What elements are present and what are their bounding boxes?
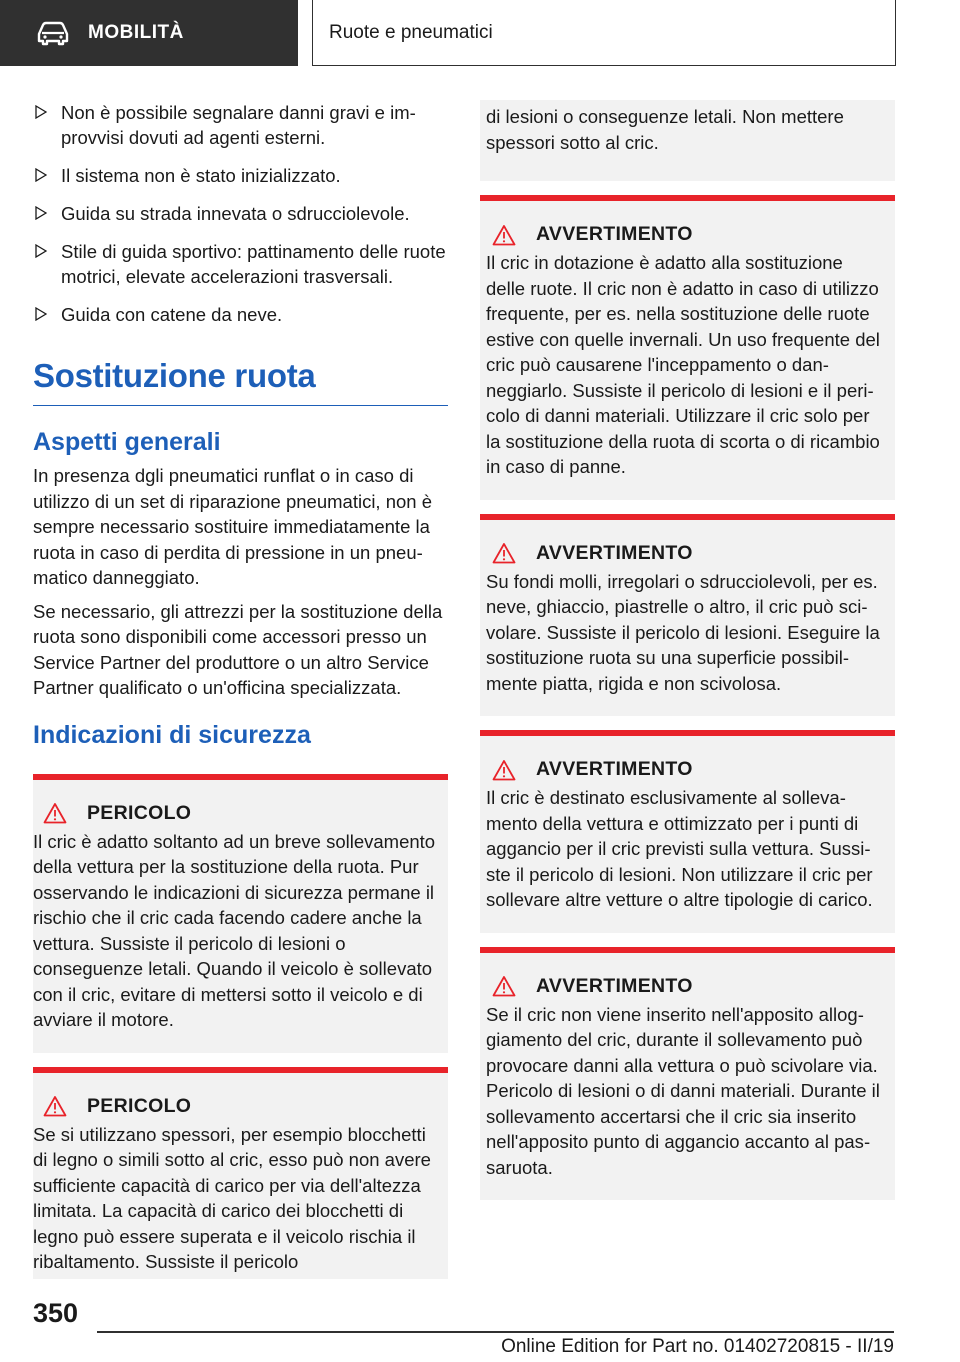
danger-title: PERICOLO: [87, 1094, 192, 1117]
triangle-bullet-icon: [35, 105, 47, 119]
triangle-bullet-icon: [35, 206, 47, 220]
condition-list: [33, 100, 448, 327]
warning-text: Se il cric non viene inserito nell'apposito alloggiamento del cric, durante il sollevamento può provocare danni alla vettura o può scivolare via. Pericolo di lesioni o di danni materiali. Durante il sollevamento accertarsi che il cric sia inserito nell'apposito punto di aggancio accanto al passaruota.: [486, 1003, 880, 1178]
danger-title: PERICOLO: [87, 801, 192, 824]
car-icon: [36, 20, 70, 46]
header-chapter-tab: [312, 0, 896, 66]
warning-title: AVVERTIMENTO: [536, 541, 693, 564]
warning-title: AVVERTIMENTO: [536, 223, 693, 245]
warning-box: [480, 730, 895, 933]
danger-box: [33, 1067, 448, 1279]
danger-text-continued: di lesioni o conseguenze letali. Non mettere spessori sotto al cric.: [480, 100, 895, 181]
warning-title: AVVERTIMENTO: [536, 758, 693, 780]
warning-triangle-icon: [492, 542, 516, 564]
warning-triangle-icon: [43, 802, 67, 824]
warning-box: [480, 514, 895, 717]
warning-triangle-icon: [492, 224, 516, 246]
warning-triangle-icon: [492, 975, 516, 997]
paragraph: In presenza dgli pneumatici runflat o in caso di utilizzo di un set di riparazione pneumatici, non è sempre necessario sostituire immediatamente la ruota in caso di perdita di pressione in un pneumatico danneggiato.: [33, 465, 433, 588]
header-section-label: MOBILITÀ: [88, 22, 184, 43]
left-column: [33, 100, 448, 1293]
header-chapter-label: Ruote e pneumatici: [329, 21, 493, 43]
header-section-tab: [0, 0, 298, 66]
danger-box: [33, 774, 448, 1053]
triangle-bullet-icon: [35, 168, 47, 182]
footer-edition: Online Edition for Part no. 01402720815 - II/19: [501, 1336, 894, 1357]
warning-triangle-icon: [492, 759, 516, 781]
triangle-bullet-icon: [35, 307, 47, 321]
list-item: Non è possibile segnalare danni gravi e improvvisi dovuti ad agenti esterni.: [33, 100, 448, 150]
list-item: Il sistema non è stato inizializzato.: [33, 163, 448, 188]
warning-text: Il cric in dotazione è adatto alla sostituzione delle ruote. Il cric non è adatto in caso di utilizzo frequente, per es. nella sostituzione delle ruote estive con quelle invernali. Un uso frequente del cric può causarene l'inceppamento o danneggiarlo. Sussiste il pericolo di lesioni e il pericolo di danni materiali. Utilizzare il cric solo per la sostituzione della ruota di scorta o di ricambio in caso di panne.: [486, 252, 880, 477]
list-item: Guida su strada innevata o sdrucciolevole.: [33, 201, 448, 226]
danger-text: Se si utilizzano spessori, per esempio blocchetti di legno o simili sotto al cric, esso può non avere sufficiente capacità di carico per via dell'altezza limitata. La capacità di carico dei blocchetti di legno può essere superata e il veicolo rischia il ribaltamento. Sussiste il pericolo: [33, 1123, 431, 1272]
warning-title: AVVERTIMENTO: [536, 974, 693, 997]
warning-box: [480, 947, 895, 1201]
warning-text: Il cric è destinato esclusivamente al sollevamento della vettura e ottimizzato per i punti di aggancio per il cric previsti sulla vettura. Sussiste il pericolo di lesioni. Non utilizzare il cric per sollevare altre vetture o altre tipologie di carico.: [486, 787, 873, 910]
list-item: Guida con catene da neve.: [33, 302, 448, 327]
subsection-title-general: Aspetti generali: [33, 428, 221, 456]
warning-triangle-icon: [43, 1095, 67, 1117]
triangle-bullet-icon: [35, 244, 47, 258]
warning-text: Su fondi molli, irregolari o sdrucciolevoli, per es. neve, ghiaccio, piastrelle o altro, il cric può scivolare. Sussiste il pericolo di lesioni. Eseguire la sostituzione ruota su una superficie possibilmente piatta, rigida e non scivolosa.: [486, 570, 880, 694]
footer-divider: [97, 1331, 894, 1333]
danger-text: Il cric è adatto soltanto ad un breve sollevamento della vettura per la sostituzione della ruota. Pur osservando le indicazioni di sicurezza permane il rischio che il cric cada facendo cadere anche la vettura. Sussiste il pericolo di lesioni o conseguenze letali. Quando il veicolo è sollevato con il cric, evitare di mettersi sotto il veicolo e di avviare il motore.: [33, 830, 436, 1030]
paragraph: Se necessario, gli attrezzi per la sostituzione della ruota sono disponibili come accessori presso un Service Partner del produttore o un altro Service Partner qualificato o un'officina specializzata.: [33, 600, 443, 698]
warning-box: [480, 195, 895, 500]
page-number: 350: [33, 1298, 79, 1328]
list-item: Stile di guida sportivo: pattinamento delle ruote motrici, elevate accelerazioni trasversali.: [33, 239, 448, 289]
section-title: Sostituzione ruota: [33, 357, 448, 406]
subsection-title-safety: Indicazioni di sicurezza: [33, 720, 311, 749]
right-column: [480, 100, 895, 1214]
